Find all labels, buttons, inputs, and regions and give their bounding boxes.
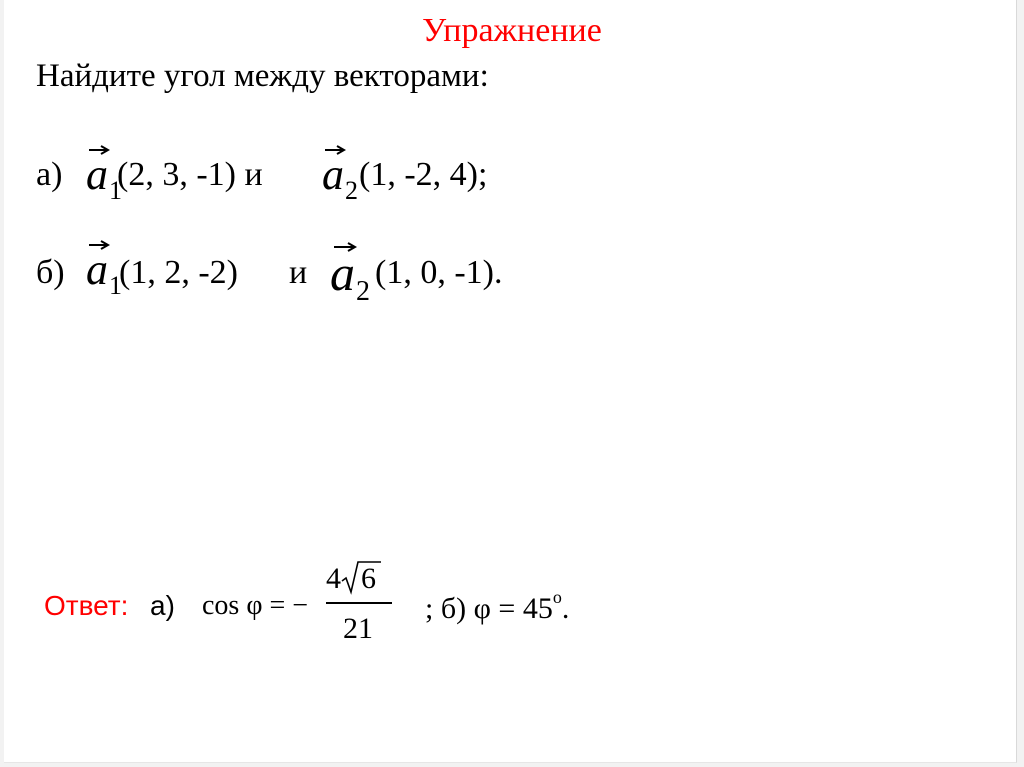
vector-arrow-icon — [333, 242, 357, 252]
item-a-v2-coords: (1, -2, 4); — [359, 156, 488, 193]
vector-letter: a — [330, 245, 355, 301]
item-b-conjunction: и — [289, 254, 308, 291]
answer-part-a-label: а) — [150, 590, 175, 621]
item-a-v1-coords: (2, 3, -1) и — [117, 156, 263, 193]
fraction-bar — [326, 602, 392, 604]
degree-sign: o — [552, 587, 562, 607]
numerator-coefficient: 4 — [326, 562, 341, 595]
vector-subscript: 1 — [109, 176, 122, 205]
slide — [4, 0, 1017, 763]
vector-arrow-icon — [88, 145, 110, 155]
vector-a2-item-a — [322, 150, 358, 205]
cos-formula-lhs: cos φ = − — [202, 590, 309, 621]
vector-a1-item-b — [86, 245, 122, 300]
vector-letter: a — [322, 150, 344, 199]
vector-subscript: 1 — [109, 271, 122, 300]
item-a-label: а) — [36, 156, 63, 193]
slide-title: Упражнение — [422, 12, 602, 49]
answer-label: Ответ: — [44, 590, 129, 621]
answer-part-b — [425, 587, 570, 625]
item-b-v1-coords: (1, 2, -2) — [119, 254, 238, 291]
answer-part-b-text: ; б) φ = 45 — [425, 592, 553, 625]
item-b-v2-coords: (1, 0, -1). — [375, 254, 503, 291]
fraction-numerator — [326, 562, 376, 595]
item-b-label: б) — [36, 254, 65, 291]
answer-end-period: . — [561, 592, 570, 625]
vector-subscript: 2 — [356, 276, 370, 307]
numerator-radicand: 6 — [361, 562, 376, 595]
vector-arrow-icon — [324, 145, 346, 155]
vector-a2-item-b — [330, 245, 370, 307]
task-text: Найдите угол между векторами: — [36, 58, 489, 94]
vector-arrow-icon — [88, 240, 110, 250]
vector-letter: a — [86, 245, 108, 294]
sqrt-icon — [341, 562, 359, 596]
fraction-denominator: 21 — [343, 612, 373, 645]
vector-subscript: 2 — [345, 176, 358, 205]
vector-letter: a — [86, 150, 108, 199]
